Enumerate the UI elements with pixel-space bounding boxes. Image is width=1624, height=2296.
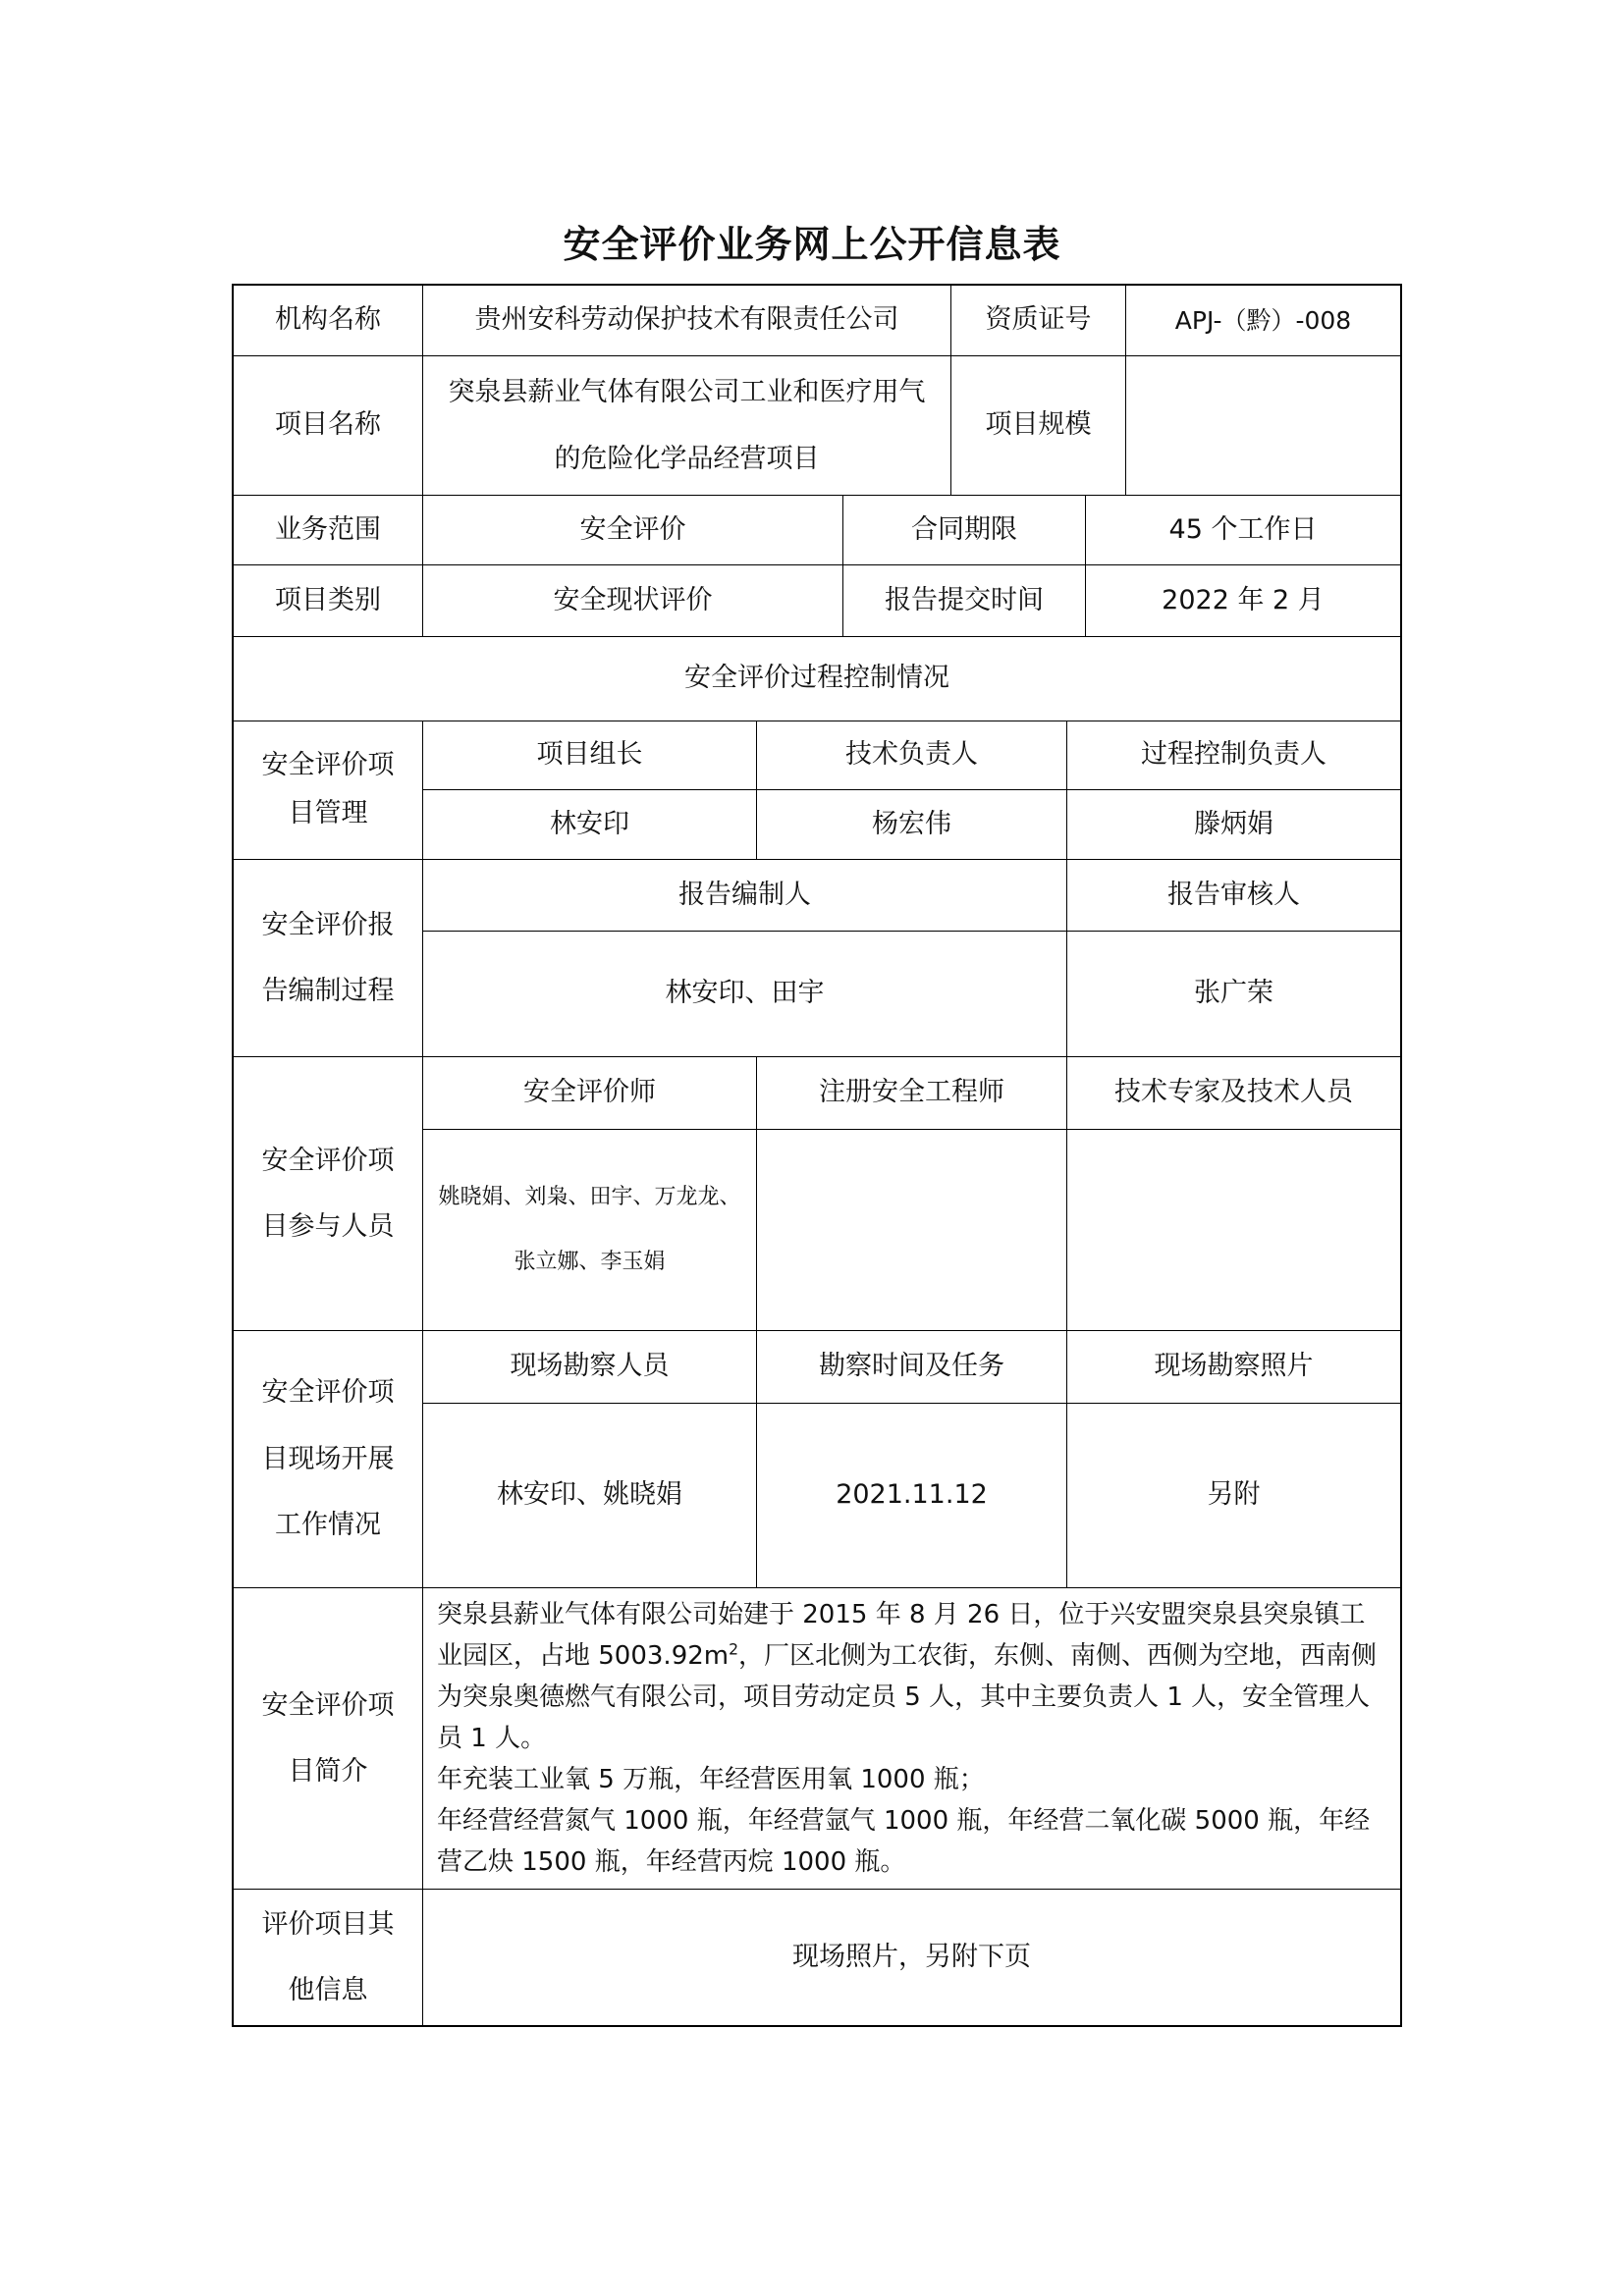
participants-header-evaluator: 安全评价师 bbox=[423, 1057, 757, 1130]
label-mgmt: 安全评价项目管理 bbox=[234, 721, 423, 860]
value-org-name: 贵州安科劳动保护技术有限责任公司 bbox=[423, 286, 951, 356]
value-project-name: 突泉县薪业气体有限公司工业和医疗用气的危险化学品经营项目 bbox=[423, 356, 951, 496]
label-contract-period: 合同期限 bbox=[843, 496, 1086, 565]
label-intro: 安全评价项目简介 bbox=[234, 1588, 423, 1890]
site-header-time: 勘察时间及任务 bbox=[757, 1331, 1067, 1404]
intro-paragraph-1: 突泉县薪业气体有限公司始建于 2015 年 8 月 26 日，位于兴安盟突泉县突泉镇工业园区，占地 $5003.92m^2$，厂区北侧为工农街，东侧、南侧、西侧为空地，西南侧为突泉奥德燃气有限公司，项目劳动定员 5 人，其中主要负责人 1 人，安全管理人员 1 人。 bbox=[437, 1599, 1378, 1753]
report-header-writer: 报告编制人 bbox=[423, 860, 1067, 932]
value-project-scale bbox=[1126, 356, 1400, 496]
site-value-staff: 林安印、姚晓娟 bbox=[423, 1404, 757, 1588]
label-business-scope: 业务范围 bbox=[234, 496, 423, 565]
label-report-time: 报告提交时间 bbox=[843, 565, 1086, 637]
value-other: 现场照片，另附下页 bbox=[792, 1941, 1031, 1972]
mgmt-value-process: 滕炳娟 bbox=[1067, 790, 1400, 860]
mgmt-header-leader: 项目组长 bbox=[423, 721, 757, 790]
label-project-scale: 项目规模 bbox=[951, 356, 1126, 496]
site-value-time: 2021.11.12 bbox=[757, 1404, 1067, 1588]
value-contract-period: 45 个工作日 bbox=[1086, 496, 1400, 565]
value-project-category: 安全现状评价 bbox=[423, 565, 843, 637]
label-report-prep: 安全评价报告编制过程 bbox=[234, 860, 423, 1057]
participants-value-engineer bbox=[757, 1130, 1067, 1331]
value-cert-no: APJ-（黔）-008 bbox=[1126, 286, 1400, 356]
report-value-reviewer: 张广荣 bbox=[1067, 932, 1400, 1057]
participants-header-engineer: 注册安全工程师 bbox=[757, 1057, 1067, 1130]
label-project-name: 项目名称 bbox=[234, 356, 423, 496]
intro-text bbox=[423, 1588, 1400, 1890]
value-business-scope: 安全评价 bbox=[423, 496, 843, 565]
label-participants: 安全评价项目参与人员 bbox=[234, 1057, 423, 1331]
label-cert-no: 资质证号 bbox=[951, 286, 1126, 356]
intro-paragraph-3: 年经营经营氮气 1000 瓶，年经营氩气 1000 瓶，年经营二氧化碳 5000 瓶，年经营乙炔 1500 瓶，年经营丙烷 1000 瓶。 bbox=[437, 1806, 1371, 1878]
site-value-photos: 另附 bbox=[1067, 1404, 1400, 1588]
section-process-control: 安全评价过程控制情况 bbox=[234, 637, 1400, 721]
participants-value-evaluator: 姚晓娟、刘枭、田宇、万龙龙、张立娜、李玉娟 bbox=[423, 1130, 757, 1331]
label-other: 评价项目其他信息 bbox=[234, 1890, 423, 2025]
site-header-photos: 现场勘察照片 bbox=[1067, 1331, 1400, 1404]
mgmt-value-leader: 林安印 bbox=[423, 790, 757, 860]
page-title: 安全评价业务网上公开信息表 bbox=[563, 223, 1061, 266]
mgmt-header-tech: 技术负责人 bbox=[757, 721, 1067, 790]
site-header-staff: 现场勘察人员 bbox=[423, 1331, 757, 1404]
report-header-reviewer: 报告审核人 bbox=[1067, 860, 1400, 932]
mgmt-header-process: 过程控制负责人 bbox=[1067, 721, 1400, 790]
intro-paragraph-2: 年充装工业氧 5 万瓶，年经营医用氧 1000 瓶； bbox=[437, 1765, 985, 1795]
participants-value-expert bbox=[1067, 1130, 1400, 1331]
value-report-time: 2022 年 2 月 bbox=[1086, 565, 1400, 637]
label-site-work: 安全评价项目现场开展工作情况 bbox=[234, 1331, 423, 1588]
info-table bbox=[232, 284, 1402, 2027]
mgmt-value-tech: 杨宏伟 bbox=[757, 790, 1067, 860]
label-org-name: 机构名称 bbox=[234, 286, 423, 356]
report-value-writer: 林安印、田宇 bbox=[423, 932, 1067, 1057]
label-project-category: 项目类别 bbox=[234, 565, 423, 637]
participants-header-expert: 技术专家及技术人员 bbox=[1067, 1057, 1400, 1130]
